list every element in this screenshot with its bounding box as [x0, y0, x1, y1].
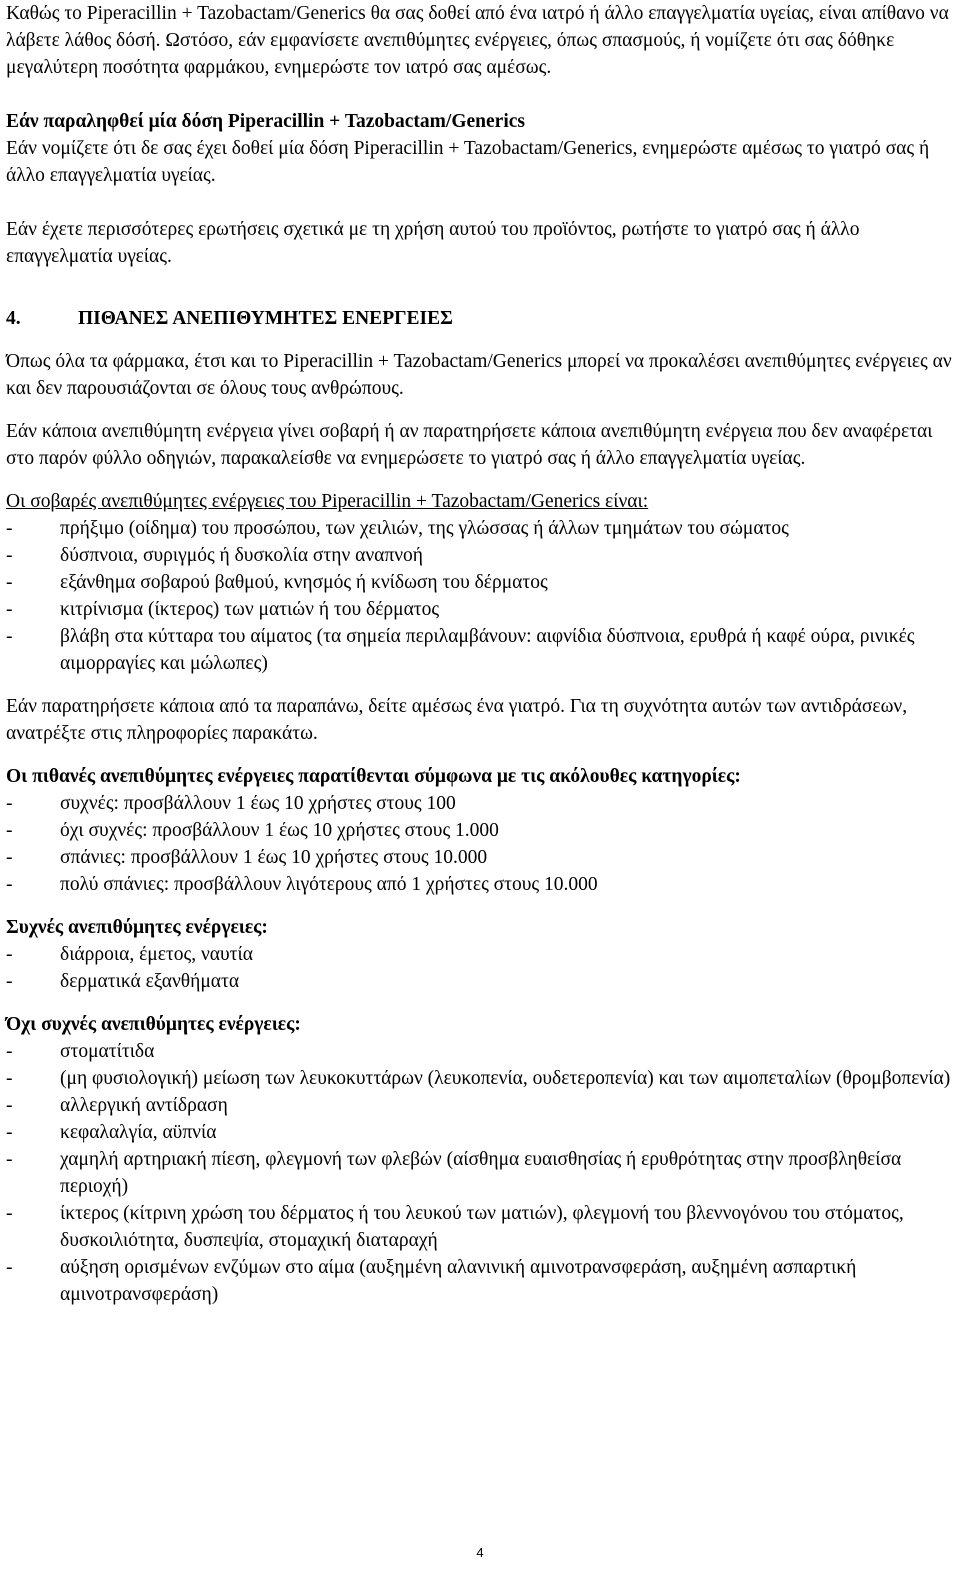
- serious-effects-heading: Οι σοβαρές ανεπιθύμητες ενέργειες του Piperacillin + Tazobactam/Generics είναι:: [6, 491, 649, 512]
- list-item: - κιτρίνισμα (ίκτερος) των ματιών ή του δέρματος: [6, 599, 440, 620]
- section-heading: [6, 305, 954, 332]
- serious-effects-list: [6, 515, 954, 677]
- list-item: - σπάνιες: προσβάλλουν 1 έως 10 χρήστες στους 10.000: [6, 847, 488, 868]
- list-item: - συχνές: προσβάλλουν 1 έως 10 χρήστες στους 100: [6, 793, 456, 814]
- list-item: - δερματικά εξανθήματα: [6, 971, 240, 992]
- intro-paragraph: Καθώς το Piperacillin + Tazobactam/Generics θα σας δοθεί από ένα ιατρό ή άλλο επαγγελματία υγείας, είναι απίθανο να λάβετε λάθος δόσή. Ωστόσο, εάν εμφανίσετε ανεπιθύμητες ενέργειες, όπως σπασμούς, ή νομίζετε ότι σας δόθηκε μεγαλύτερη ποσότητα φαρμάκου, ενημερώστε τον ιατρό σας αμέσως.: [6, 3, 949, 78]
- list-item: - αύξηση ορισμένων ενζύμων στο αίμα (αυξημένη αλανινική αμινοτρανσφεράση, αυξημένη ασπαρτική αμινοτρανσφεράση): [6, 1257, 857, 1305]
- common-effects-list: [6, 941, 954, 995]
- list-item: - όχι συχνές: προσβάλλουν 1 έως 10 χρήστες στους 1.000: [6, 820, 499, 841]
- list-item: - στοματίτιδα: [6, 1041, 155, 1062]
- page-number: 4: [476, 1545, 484, 1560]
- side-effects-intro: Όπως όλα τα φάρμακα, έτσι και το Piperacillin + Tazobactam/Generics μπορεί να προκαλέσει ανεπιθύμητες ενέργειες αν και δεν παρουσιάζονται σε όλους τους ανθρώπους.: [6, 351, 952, 399]
- section-title: ΠΙΘΑΝΕΣ ΑΝΕΠΙΘΥΜΗΤΕΣ ΕΝΕΡΓΕΙΕΣ: [78, 308, 453, 329]
- questions-paragraph: Εάν έχετε περισσότερες ερωτήσεις σχετικά με τη χρήση αυτού του προϊόντος, ρωτήστε το γιατρό σας ή άλλο επαγγελματία υγείας.: [6, 219, 860, 267]
- list-item: - βλάβη στα κύτταρα του αίματος (τα σημεία περιλαμβάνουν: αιφνίδια δύσπνοια, ερυθρά ή καφέ ούρα, ρινικές αιμορραγίες και μώλωπες): [6, 626, 915, 674]
- list-item: - χαμηλή αρτηριακή πίεση, φλεγμονή των φλεβών (αίσθημα ευαισθησίας ή ερυθρότητας στην προσβληθείσα περιοχή): [6, 1149, 902, 1197]
- common-effects-heading: Συχνές ανεπιθύμητες ενέργειες:: [6, 917, 268, 938]
- missed-dose-heading: Εάν παραληφθεί μία δόση Piperacillin + Tazobactam/Generics: [6, 111, 525, 132]
- uncommon-effects-heading: Όχι συχνές ανεπιθύμητες ενέργειες:: [6, 1014, 301, 1035]
- list-item: - κεφαλαλγία, αϋπνία: [6, 1122, 217, 1143]
- list-item: - πολύ σπάνιες: προσβάλλουν λιγότερους από 1 χρήστες στους 10.000: [6, 874, 598, 895]
- list-item: - (μη φυσιολογική) μείωση των λευκοκυττάρων (λευκοπενία, ουδετεροπενία) και των αιμοπεταλίων (θρομβοπενία): [6, 1068, 951, 1089]
- list-item: - εξάνθημα σοβαρού βαθμού, κνησμός ή κνίδωση του δέρματος: [6, 572, 548, 593]
- list-item: - δύσπνοια, συριγμός ή δυσκολία στην αναπνοή: [6, 545, 424, 566]
- list-item: - αλλεργική αντίδραση: [6, 1095, 228, 1116]
- frequency-list: [6, 790, 954, 898]
- frequency-heading: Οι πιθανές ανεπιθύμητες ενέργειες παρατίθενται σύμφωνα με τις ακόλουθες κατηγορίες:: [6, 766, 741, 787]
- list-item: - ίκτερος (κίτρινη χρώση του δέρματος ή του λευκού των ματιών), φλεγμονή του βλεννογόνου του στόματος, δυσκοιλιότητα, δυσπεψία, στομαχική διαταραχή: [6, 1203, 904, 1251]
- uncommon-effects-list: [6, 1038, 954, 1308]
- section-number: 4.: [6, 308, 21, 329]
- see-doctor-paragraph: Εάν παρατηρήσετε κάποια από τα παραπάνω, δείτε αμέσως ένα γιατρό. Για τη συχνότητα αυτών των αντιδράσεων, ανατρέξτε στις πληροφορίες παρακάτω.: [6, 696, 908, 744]
- list-item: - πρήξιμο (οίδημα) του προσώπου, των χειλιών, της γλώσσας ή άλλων τμημάτων του σώματος: [6, 518, 789, 539]
- report-side-effects-paragraph: Εάν κάποια ανεπιθύμητη ενέργεια γίνει σοβαρή ή αν παρατηρήσετε κάποια ανεπιθύμητη ενέργεια που δεν αναφέρεται στο παρόν φύλλο οδηγιών, παρακαλείσθε να ενημερώσετε το γιατρό σας ή άλλο επαγγελματία υγείας.: [6, 421, 933, 469]
- missed-dose-text: Εάν νομίζετε ότι δε σας έχει δοθεί μία δόση Piperacillin + Tazobactam/Generics, ενημερώστε αμέσως το γιατρό σας ή άλλο επαγγελματία υγείας.: [6, 138, 930, 186]
- list-item: - διάρροια, έμετος, ναυτία: [6, 944, 253, 965]
